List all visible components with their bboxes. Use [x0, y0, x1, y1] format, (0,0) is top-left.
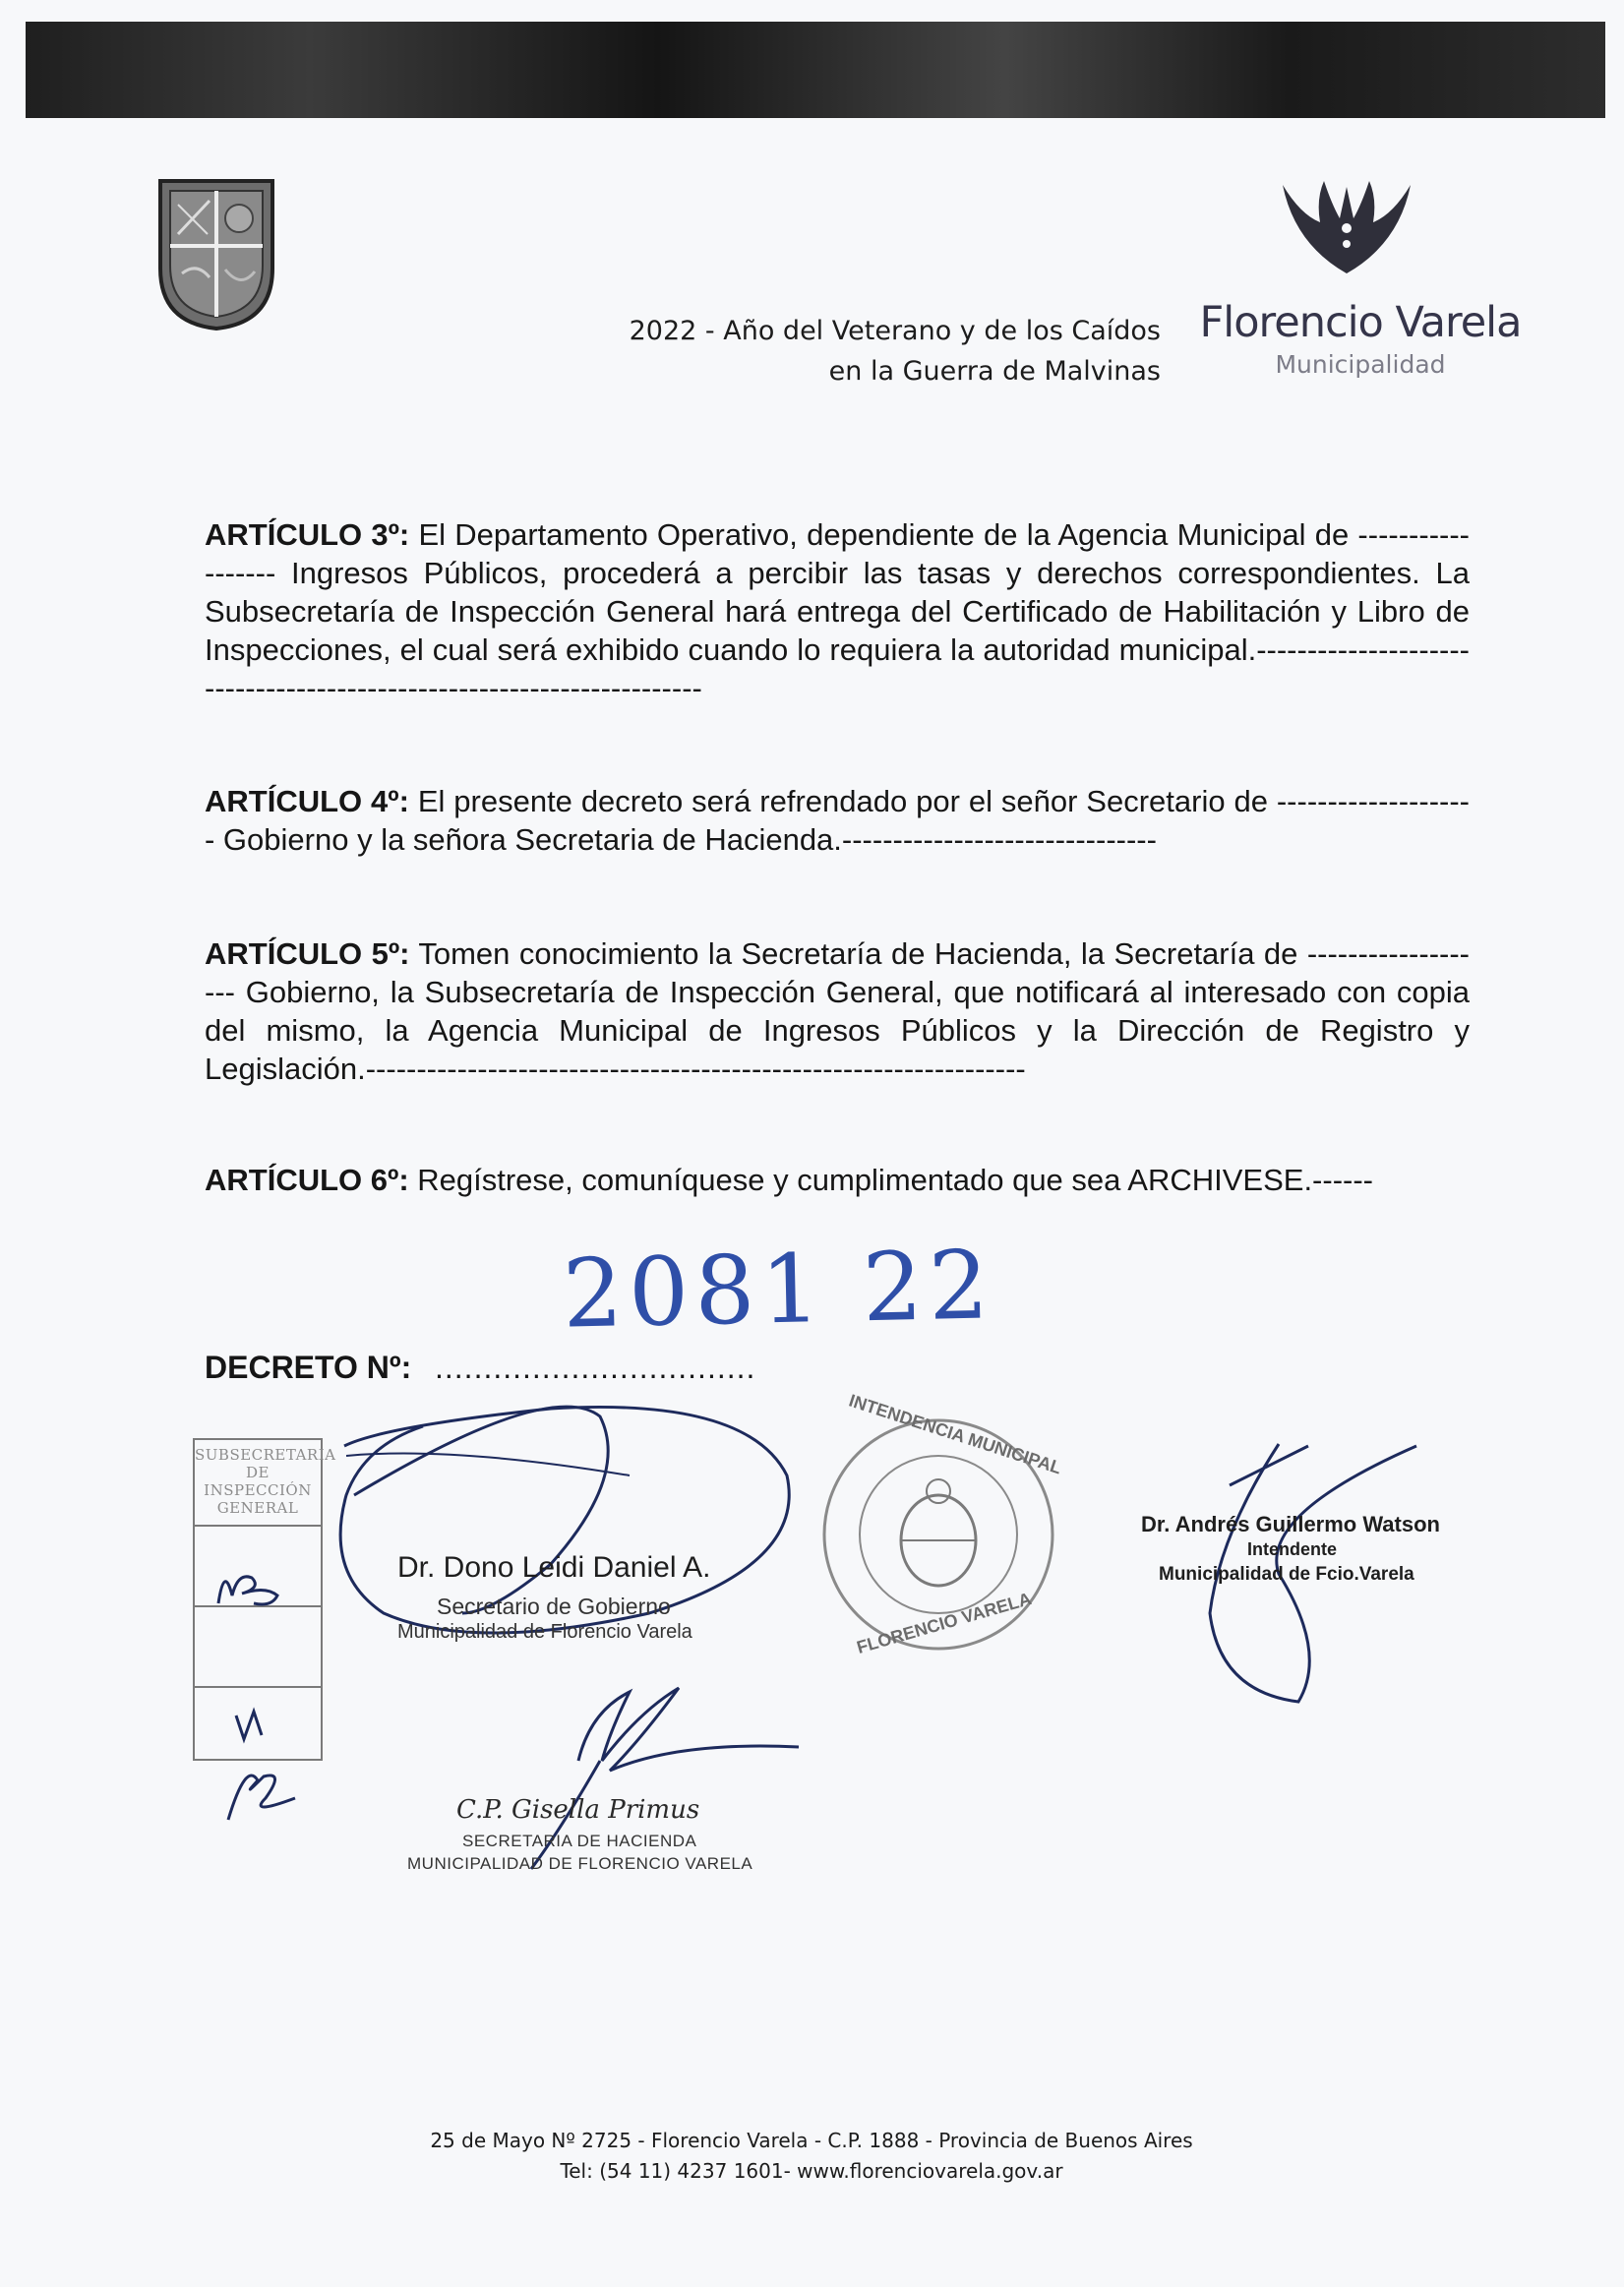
municipal-seal-inner [860, 1456, 1017, 1613]
handwritten-initials [228, 1775, 295, 1820]
signatory-hacienda-name: C.P. Gisella Primus [456, 1795, 700, 1825]
argentine-shield-icon [901, 1495, 976, 1586]
footer-address: 25 de Mayo Nº 2725 - Florencio Varela - C.P. 1888 - Provincia de Buenos Aires [430, 2129, 1193, 2152]
article-body: El presente decreto será refrendado por el señor Secretario de -------------------- Gobierno y la señora Secretaria de Hacienda.------------------------------- [205, 784, 1470, 857]
signatory-gobierno-org: Municipalidad de Florencio Varela [397, 1621, 692, 1643]
article-heading: ARTÍCULO 3º: [205, 517, 410, 552]
article-4 [205, 782, 1470, 859]
florencio-varela-logo-icon [1275, 175, 1418, 277]
year-motto-line-1: 2022 - Año del Veterano y de los Caídos [629, 316, 1161, 346]
year-motto-line-2: en la Guerra de Malvinas [828, 356, 1161, 387]
municipal-crest-icon [152, 175, 280, 332]
signatory-intendente-name: Dr. Andrés Guillermo Watson [1141, 1512, 1440, 1536]
handwritten-signature [578, 1688, 799, 1771]
initials-box [193, 1438, 336, 1761]
seal-top-text: INTENDENCIA MUNICIPAL [846, 1390, 1064, 1478]
signatory-intendente-role: Intendente [1247, 1539, 1338, 1559]
initials-box-title: SUBSECRETARIA DE INSPECCIÓN GENERAL [195, 1446, 336, 1517]
article-heading: ARTÍCULO 6º: [205, 1163, 409, 1197]
initials-slot [195, 1607, 321, 1688]
decree-fill-line: ................................. [435, 1350, 756, 1385]
brand-subtitle: Municipalidad [1275, 350, 1446, 379]
article-6 [205, 1161, 1470, 1199]
seal-bottom-text: FLORENCIO VARELA [854, 1589, 1034, 1657]
brand-name: Florencio Varela [1199, 298, 1522, 347]
article-5 [205, 934, 1470, 1088]
decree-label: DECRETO Nº: [205, 1350, 412, 1385]
signatory-gobierno-role: Secretario de Gobierno [437, 1594, 671, 1619]
article-heading: ARTÍCULO 5º: [205, 936, 410, 971]
signatory-hacienda-role: SECRETARIA DE HACIENDA [462, 1832, 697, 1850]
handwritten-signature [346, 1454, 630, 1476]
signatory-hacienda-org: MUNICIPALIDAD DE FLORENCIO VARELA [407, 1854, 753, 1873]
initials-box-header [195, 1440, 336, 1527]
initials-slot [195, 1688, 321, 1767]
year-motto [551, 311, 1161, 391]
decree-number-stamp: 2081 22 [561, 1230, 996, 1350]
article-body: Regístrese, comuníquese y cumplimentado que sea ARCHIVESE.------ [408, 1163, 1374, 1197]
initials-slot [195, 1527, 321, 1607]
scan-header-bar [26, 22, 1605, 118]
article-body: El Departamento Operativo, dependiente de la Agencia Municipal de ------------------ Ingresos Públicos, procederá a percibir las tasas y derechos correspondientes. La Subsecretaría de Inspección General hará entrega del Certificado de Habilitación y Libro de Inspecciones, el cual será exhibido cuando lo requiera la autoridad municipal.---------------------------------------------------------------------- [205, 517, 1470, 705]
handwritten-signature [1230, 1446, 1308, 1485]
article-3 [205, 515, 1470, 707]
article-body: Tomen conocimiento la Secretaría de Hacienda, la Secretaría de ------------------- Gobierno, la Subsecretaría de Inspección General, que notificará al interesado con copia del mismo, la Agencia Municipal de Ingresos Públicos y la Dirección de Registro y Legislación.----------------------------------------------------------------- [205, 936, 1470, 1086]
signatory-gobierno-name: Dr. Dono Leidi Daniel A. [397, 1551, 711, 1584]
footer-contact: Tel: (54 11) 4237 1601- www.florenciovarela.gov.ar [560, 2159, 1063, 2183]
article-heading: ARTÍCULO 4º: [205, 784, 409, 818]
signatory-intendente-org: Municipalidad de Fcio.Varela [1159, 1564, 1414, 1585]
